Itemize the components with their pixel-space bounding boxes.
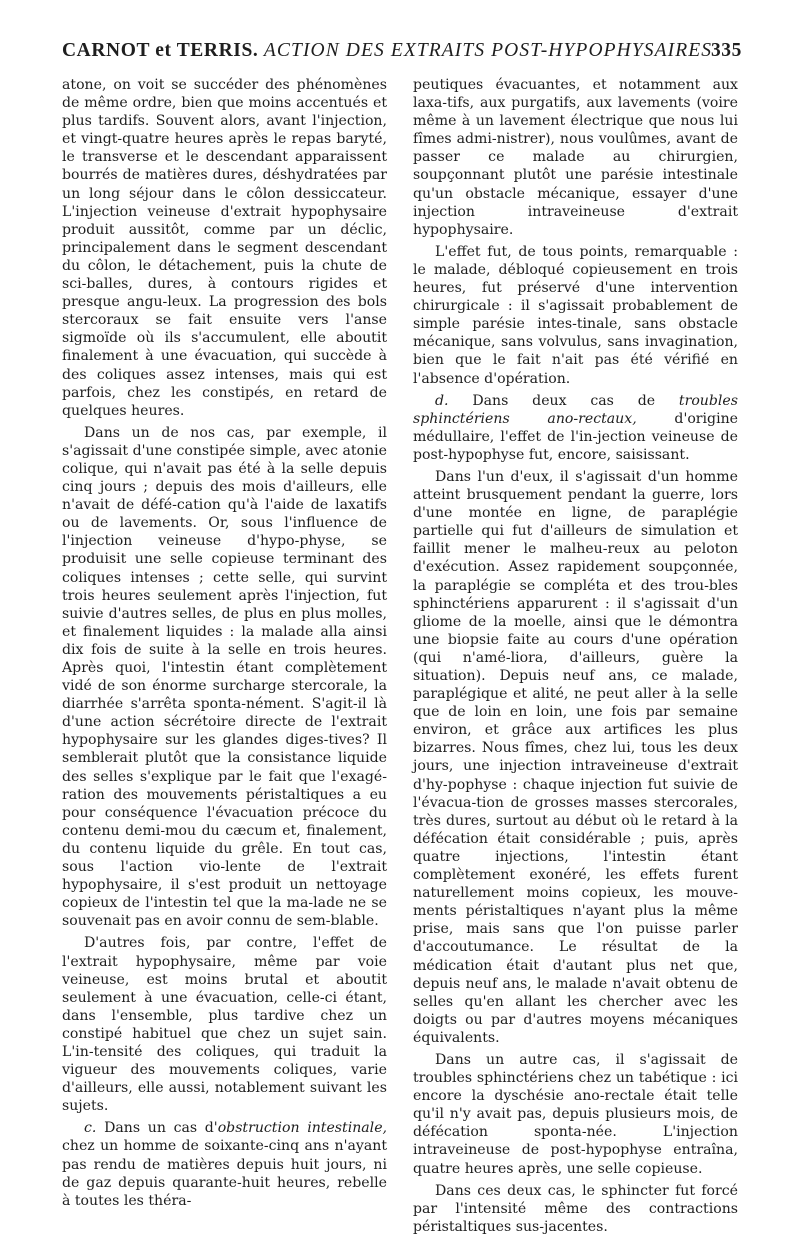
right-column	[413, 76, 738, 1240]
paragraph: Dans l'un d'eux, il s'agissait d'un homme atteint brusquement pendant la guerre, lors d'une montée en ligne, de paraplégie partielle qui fut d'ailleurs de simulation et faillit mener le malheu-reux au peloton d'exécution. Assez rapidement soupçonnée, la paraplégie se compléta et des trou-bles sphinctériens apparurent : il s'agissait d'un gliome de la moelle, ainsi que le démontra une biopsie faite au cours d'une opération (qui n'amé-liora, d'ailleurs, guère la situation). Depuis neuf ans, ce malade, paraplégique et alité, ne peut aller à la selle que de loin en loin, une fois par semaine environ, et grâce aux artifices les plus bizarres. Nous fîmes, chez lui, tous les deux jours, une injection intraveineuse d'extrait d'hy-pophyse : chaque injection fut suivie de l'évacua-tion de grosses masses stercorales, très dures, surtout au début où le retard à la défécation était considérable ; puis, après quatre injections, l'intestin étant complètement exonéré, les effets furent naturellement moins copieux, les mouve-ments péristaltiques n'ayant plus la même prise, mais sans que l'on puisse parler d'accoutumance. Le résultat de la médication était d'autant plus net que, depuis neuf ans, le malade n'avait obtenu de selles qu'en allant les chercher avec les doigts ou par d'autres moyens mécaniques équivalents.	[413, 468, 738, 1046]
paragraph: peutiques évacuantes, et notamment aux laxa-tifs, aux purgatifs, aux lavements (voire même à un lavement électrique que nous lui fîmes admi-nistrer), nous voulûmes, avant de passer ce malade au chirurgien, soupçonnant plutôt une parésie intestinale qu'un obstacle mécanique, essayer d'une injection intraveineuse d'extrait hypophysaire.	[413, 77, 738, 238]
section-marker: d.	[435, 392, 449, 409]
paragraph	[413, 392, 738, 464]
emphasis-term: obstruction intestinale,	[217, 1120, 388, 1137]
header-title: ACTION DES EXTRAITS POST-HYPOPHYSAIRES	[263, 40, 713, 61]
paragraph: atone, on voit se succéder des phénomènes de même ordre, bien que moins accentués et plus tardifs. Souvent alors, avant l'injection, et vingt-quatre heures après le repas baryté, le transverse et le descendant apparaissent bourrés de matières dures, déshydratées par un long séjour dans le côlon dessiccateur. L'injection veineuse d'extrait hypophysaire produit aussitôt, comme par un déclic, principalement dans le segment descendant du côlon, le détachement, puis la chute de sci-balles, dures, à contours rigides et presque angu-leux. La progression des bols stercoraux se fait ensuite vers l'anse sigmoïde où ils s'accumulent, elle aboutit finalement à une évacuation, qui succède à des coliques assez intenses, mais qui est parfois, chez les constipés, en retard de quelques heures.	[62, 77, 387, 419]
paragraph-text: Dans deux cas de	[472, 392, 679, 409]
section-marker: c.	[84, 1120, 97, 1137]
paragraph: Dans un autre cas, il s'agissait de troubles sphinctériens chez un tabétique : ici encore la dyschésie ano-rectale était telle qu'il n'y avait pas, depuis plusieurs mois, de défécation sponta-née. L'injection intraveineuse de post-hypophyse entraîna, quatre heures après, une selle copieuse.	[413, 1051, 738, 1177]
paragraph-text: d'origine médullaire, l'effet de l'in-jection veineuse de post-hypophyse fut, encore, saisissant.	[413, 410, 738, 463]
emphasis-term: troubles sphinctériens ano-rectaux,	[413, 392, 738, 427]
paragraph-text: chez un homme de soixante-cinq ans n'ayant pas rendu de matières depuis huit jours, ni de gaz depuis quarante-huit heures, rebelle à toutes les théra-	[62, 1138, 387, 1209]
page-number: 335	[710, 40, 742, 61]
paragraph: L'effet fut, de tous points, remarquable : le malade, débloqué copieusement en trois heures, fut préservé d'une intervention chirurgicale : il s'agissait probablement de simple parésie intes-tinale, sans obstacle mécanique, sans volvulus, sans invagination, bien que le fait n'ait pas été vérifié en l'absence d'opération.	[413, 243, 738, 387]
paragraph: Dans ces deux cas, le sphincter fut forcé par l'intensité même des contractions péristaltiques sus-jacentes.	[413, 1182, 738, 1235]
paragraph: D'autres fois, par contre, l'effet de l'extrait hypophysaire, même par voie veineuse, est moins brutal et aboutit seulement à une évacuation, celle-ci étant, dans l'ensemble, plus tardive chez un constipé habituel que chez un sujet sain. L'in-tensité des coliques, qui traduit la vigueur des mouvements coliques, varie d'ailleurs, elle aussi, notablement suivant les sujets.	[62, 935, 387, 1115]
running-header	[62, 40, 742, 66]
paragraph-text: Dans un cas d'	[104, 1120, 218, 1137]
paragraph: Dans un de nos cas, par exemple, il s'agissait d'une constipée simple, avec atonie colique, qui n'avait pas été à la selle depuis cinq jours ; depuis des mois d'ailleurs, elle n'avait de défé-cation qu'à l'aide de laxatifs ou de lavements. Or, sous l'influence de l'injection veineuse d'hypo-physe, se produisit une selle copieuse terminant des coliques intenses ; cette selle, qui survint trois heures seulement après l'injection, fut suivie d'autres selles, de plus en plus molles, et finalement liquides : la malade alla ainsi dix fois de suite à la selle en trois heures. Après quoi, l'intestin étant complètement vidé de son énorme surcharge stercorale, la diarrhée s'arrêta sponta-nément. S'agit-il là d'une action sécrétoire directe de l'extrait hypophysaire sur les glandes diges-tives? Il semblerait plutôt que la consistance liquide des selles s'explique par le fait que l'exagé-ration des mouvements péristaltiques a eu pour conséquence l'évacuation précoce du contenu demi-mou du cæcum et, finalement, du contenu liquide du grêle. En tout cas, sous l'action vio-lente de l'extrait hypophysaire, il s'est produit un nettoyage copieux de l'intestin tel que la ma-lade ne se souvenait pas en avoir connu de sem-blable.	[62, 424, 387, 930]
header-authors: CARNOT et TERRIS.	[62, 40, 259, 61]
left-column	[62, 76, 387, 1214]
paragraph	[62, 1119, 387, 1209]
